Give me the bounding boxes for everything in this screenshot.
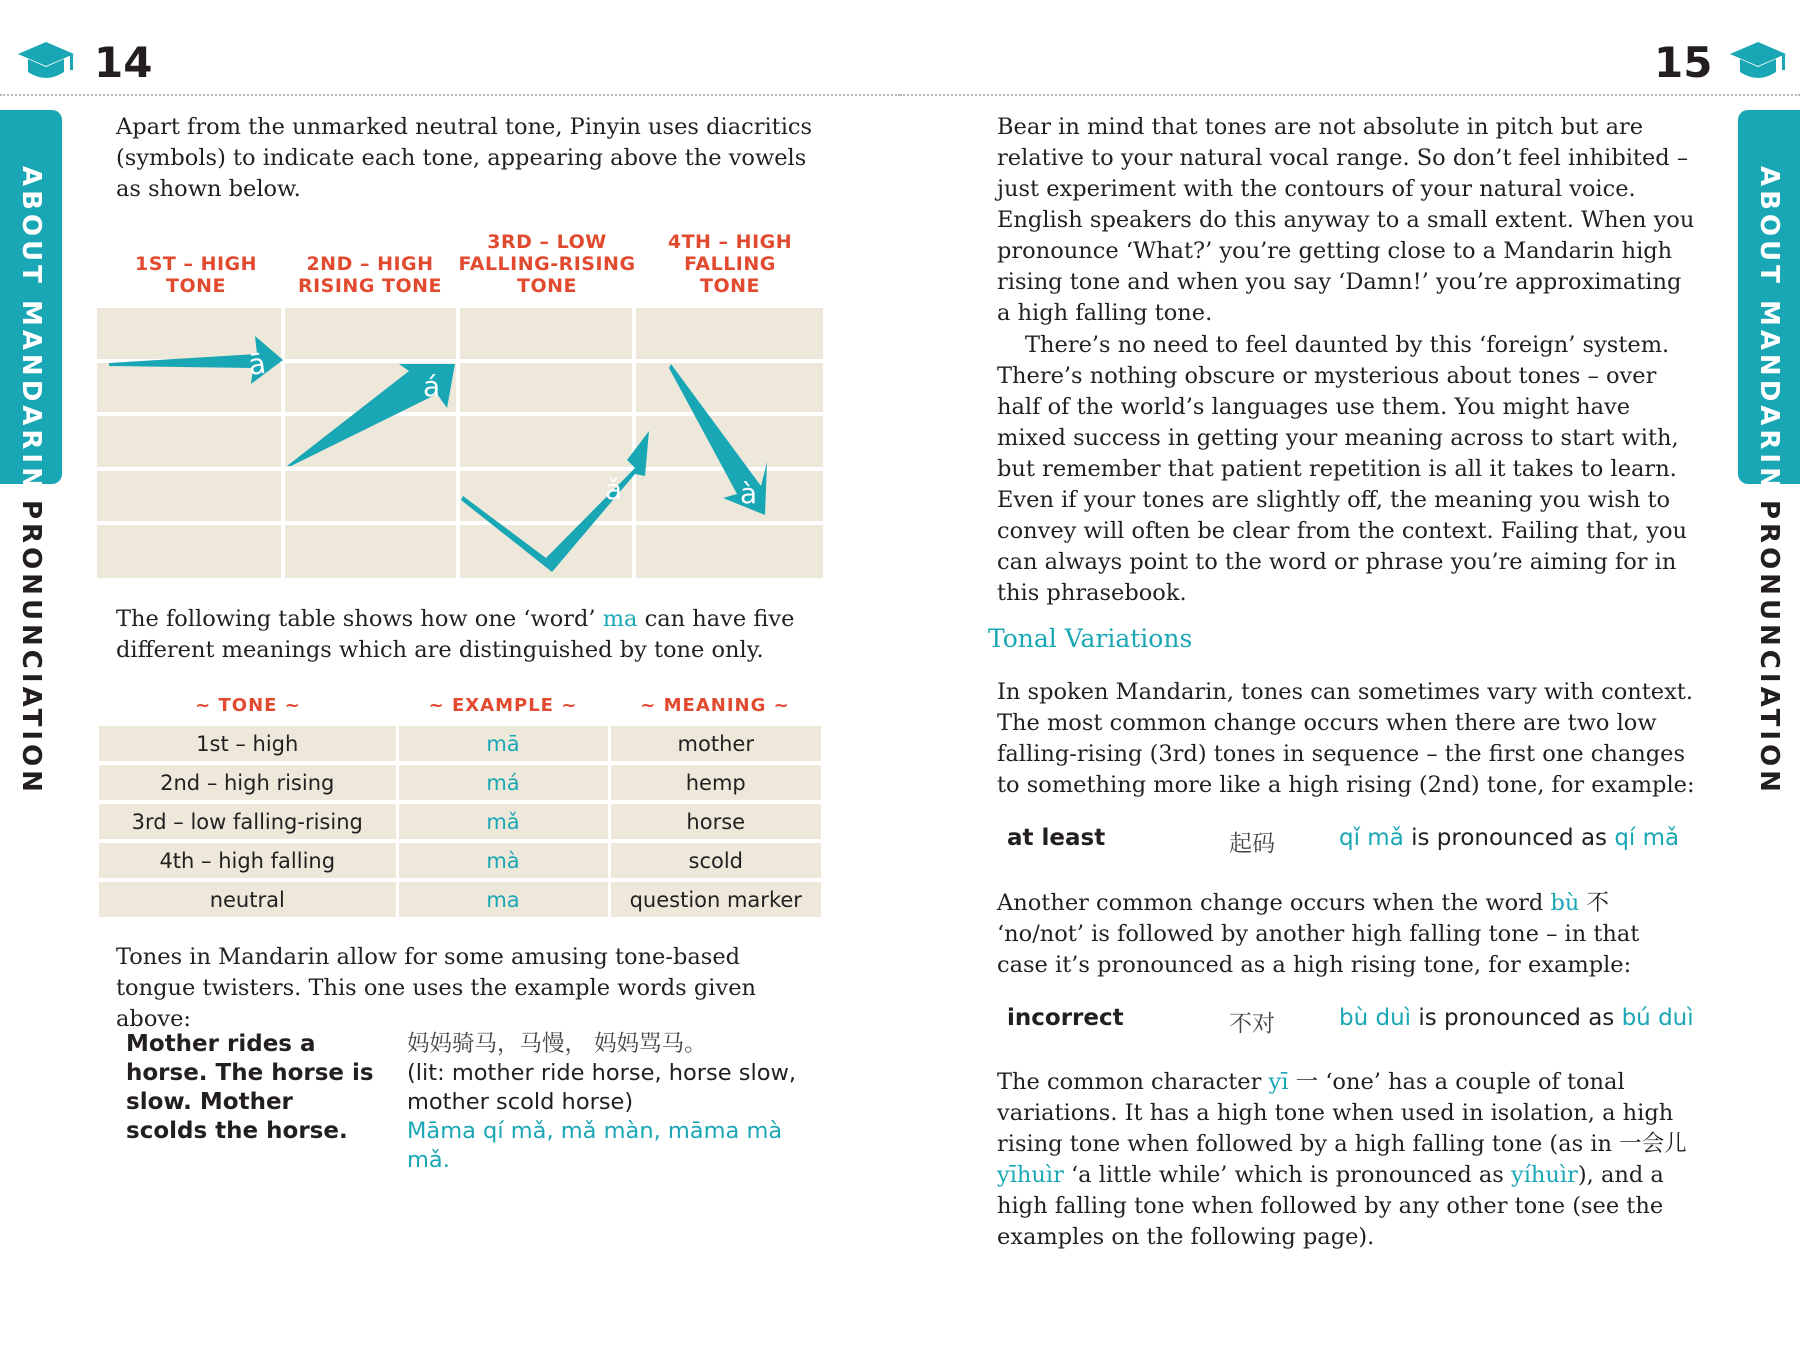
tone-caption-1: 1ST – HIGH TONE: [134, 253, 258, 297]
page-number: 14: [94, 38, 153, 87]
tone-cell: neutral: [99, 880, 397, 919]
header-meaning: ~ MEANING ~: [640, 694, 790, 716]
graduation-cap-icon: [16, 40, 76, 84]
tone-table: [99, 690, 821, 921]
paragraph-5-word-2: yīhuìr: [997, 1162, 1064, 1188]
table-row: [99, 841, 821, 880]
paragraph-5-word-1: yī: [1268, 1069, 1289, 1095]
section-heading: Tonal Variations: [988, 624, 1193, 653]
paragraph-5: [997, 1067, 1697, 1253]
paragraph-5-word-3: yíhuìr: [1511, 1162, 1578, 1188]
example-1-pinyin-a: qǐ mǎ: [1339, 825, 1404, 851]
tone-letter-4: à: [740, 477, 758, 510]
meaning-cell: question marker: [609, 880, 821, 919]
example-2-chinese: 不对: [1229, 1011, 1275, 1037]
tone-caption-4: 4TH – HIGH FALLING TONE: [667, 231, 793, 297]
tone-letter-2: á: [423, 370, 441, 403]
table-intro: [116, 604, 826, 666]
example-1-middle: is pronounced as: [1403, 825, 1615, 851]
side-tab-section-label: ABOUT MANDARIN: [16, 166, 46, 493]
example-1-pronunciation: [1339, 825, 1679, 851]
meaning-cell: horse: [609, 802, 821, 841]
tone-cell: 1st – high: [99, 726, 397, 763]
paragraph-2: There’s no need to feel daunted by this ‘foreign’ system. There’s nothing obscure or mysterious about tones – over half of the world’s languages use them. You might have mixed success in getting your meaning across to start with, but remember that patient repetition is all it takes to learn. Even if your tones are slightly off, the meaning you wish to convey will often be clear from the context. Failing that, you can always point to the word or phrase you’re aiming for in this phrasebook.: [997, 332, 1688, 606]
table-row: [99, 726, 821, 763]
tone-letter-1: ā: [246, 346, 268, 382]
paragraph-1: Bear in mind that tones are not absolute in pitch but are relative to your natural vocal range. So don’t feel inhibited – just experiment with the contours of your natural voice. English speakers do this anyway to a small extent. When you pronounce ‘What?’ you’re getting close to a Mandarin high rising tone and when you say ‘Damn!’ you’re approximating a high falling tone.: [997, 114, 1695, 326]
meaning-cell: mother: [609, 726, 821, 763]
example-row-1: [1007, 825, 1707, 859]
twister-english: Mother rides a horse. The horse is slow. Mother scolds the horse.: [126, 1031, 374, 1144]
example-1-pinyin-b: qí mǎ: [1614, 825, 1680, 851]
paragraph-4: [997, 888, 1697, 981]
example-1-chinese: 起码: [1229, 831, 1275, 857]
paragraph-4-text-end: 不 ‘no/not’ is followed by another high falling tone – in that case it’s pronounced as a high rising tone, for example:: [997, 890, 1640, 978]
example-1-english: at least: [1007, 825, 1106, 851]
example-cell: mà: [397, 841, 609, 880]
twister-literal: (lit: mother ride horse, horse slow, mother scold horse): [407, 1060, 797, 1115]
tone-cell: 3rd – low falling-rising: [99, 802, 397, 841]
example-2-english: incorrect: [1007, 1005, 1124, 1031]
example-row-2: [1007, 1005, 1707, 1039]
side-tab-topic-label: PRONUNCIATION: [16, 500, 46, 796]
side-tab-topic-label-right: PRONUNCIATION: [1754, 500, 1784, 796]
table-row: [99, 763, 821, 802]
paragraph-5-text-c: ‘a little while’ which is pronounced as: [1063, 1162, 1512, 1188]
table-intro-text-end: can have five different meanings which are distinguished by tone only.: [116, 606, 795, 663]
tone-caption-2: 2ND – HIGH RISING TONE: [297, 253, 443, 297]
tone-caption-3: 3RD – LOW FALLING-RISING TONE: [458, 231, 636, 297]
meaning-cell: hemp: [609, 763, 821, 802]
example-cell: má: [397, 763, 609, 802]
table-intro-word: ma: [602, 606, 638, 632]
paragraph-5-text-d: ), and a high falling tone when followed by any other tone (see the examples on the following page).: [997, 1162, 1664, 1250]
table-row: [99, 880, 821, 919]
twister-intro: Tones in Mandarin allow for some amusing tone-based tongue twisters. This one uses the example words given above:: [116, 944, 756, 1032]
side-tab-section-label-right: ABOUT MANDARIN: [1754, 166, 1784, 493]
example-cell: mā: [397, 726, 609, 763]
header-divider: [0, 94, 900, 96]
example-2-pronunciation: [1339, 1005, 1694, 1031]
intro-paragraph: Apart from the unmarked neutral tone, Pinyin uses diacritics (symbols) to indicate each tone, appearing above the vowels as shown below.: [116, 114, 813, 202]
meaning-cell: scold: [609, 841, 821, 880]
paragraph-5-text-b: 一 ‘one’ has a couple of tonal variations. It has a high tone when used in isolation, a high rising tone when followed by a high falling tone (as in 一会儿: [997, 1069, 1687, 1157]
twister-pinyin: Māma qí mǎ, mǎ màn, māma mà mǎ.: [407, 1118, 783, 1173]
header-tone: ~ TONE ~: [195, 694, 301, 716]
paragraph-3: In spoken Mandarin, tones can sometimes vary with context. The most common change occurs when there are two low falling-rising (3rd) tones in sequence – the first one changes to something more like a high rising (2nd) tone, for example:: [997, 679, 1695, 798]
table-intro-text: The following table shows how one ‘word’: [116, 606, 603, 632]
page-number-right: 15: [1654, 38, 1713, 87]
example-2-pinyin-b: bú duì: [1621, 1005, 1694, 1031]
tone-table-header: [99, 690, 821, 726]
example-cell: ma: [397, 880, 609, 919]
example-2-pinyin-a: bù duì: [1339, 1005, 1412, 1031]
tone-cell: 4th – high falling: [99, 841, 397, 880]
tone-letter-3: ǎ: [605, 473, 623, 506]
graduation-cap-icon: [1728, 40, 1788, 84]
header-example: ~ EXAMPLE ~: [428, 694, 578, 716]
table-row: [99, 802, 821, 841]
left-header: [0, 0, 900, 100]
example-2-middle: is pronounced as: [1411, 1005, 1622, 1031]
header-divider-right: [900, 94, 1800, 96]
twister-chinese: 妈妈骑马，马慢， 妈妈骂马。: [407, 1031, 707, 1057]
paragraph-4-text: Another common change occurs when the word: [997, 890, 1551, 916]
twister-translation: [407, 1030, 827, 1175]
example-cell: mǎ: [397, 802, 609, 841]
tone-arrows: [97, 308, 823, 578]
paragraph-5-text-a: The common character: [997, 1069, 1269, 1095]
tone-cell: 2nd – high rising: [99, 763, 397, 802]
paragraph-4-word: bù: [1550, 890, 1580, 916]
